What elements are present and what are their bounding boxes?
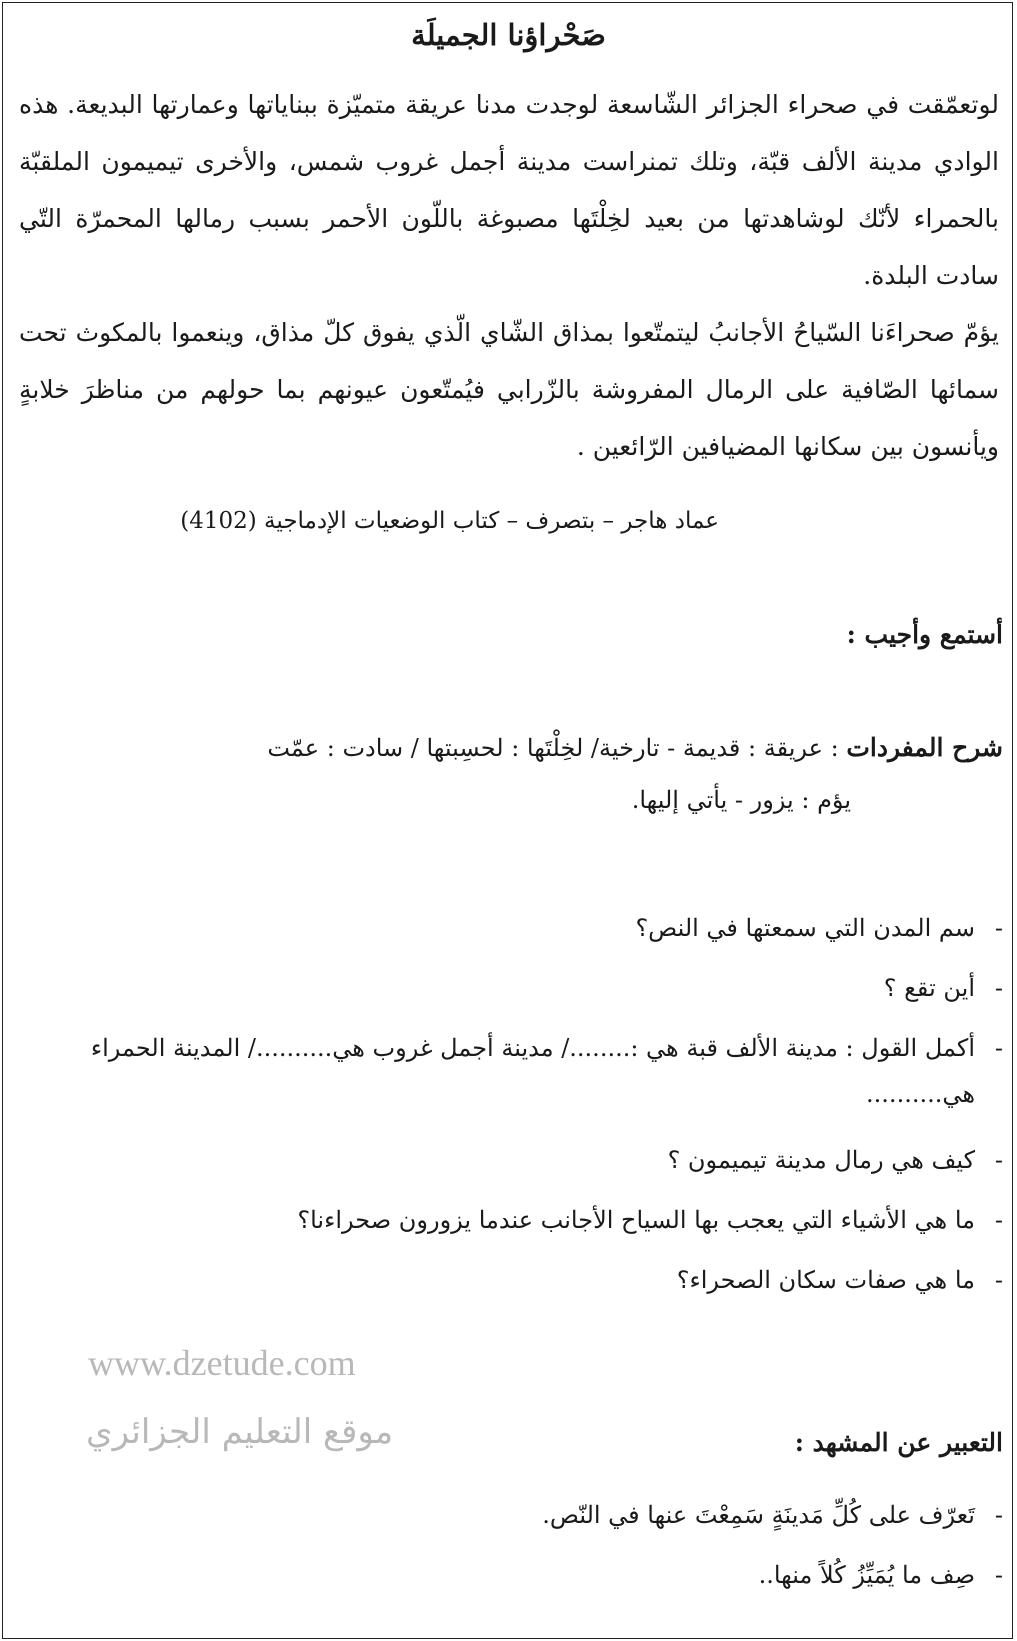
dash-bullet: - xyxy=(994,914,1003,942)
question-item xyxy=(18,1137,1003,1183)
dash-bullet: - xyxy=(994,1146,1003,1174)
express-scene-heading: التعبير عن المشهد : xyxy=(794,1428,1003,1457)
express-item xyxy=(18,1552,1003,1598)
question-item xyxy=(18,1197,1003,1243)
express-item-text: تَعرّف على كُلِّ مَدينَةٍ سَمِعْتَ عنها في النّص. xyxy=(542,1501,975,1529)
paragraph-2: يؤمّ صحراءَنا السّياحُ الأجانبُ ليتمتّعوا بمذاق الشّاي الّذي يفوق كلّ مذاق، وينعموا بالمكوث تحت سمائها الصّافية على الرمال المفروشة بالزّرابي فيُمتّعون عيونهم بما حولهم من مناظرَ خلابةٍ ويأنسون بين سكانها المضيافين الرّائعين . xyxy=(19,318,999,461)
vocabulary-line-1 xyxy=(18,722,1003,774)
question-text: ما هي الأشياء التي يعجب بها السياح الأجانب عندما يزورون صحراءنا؟ xyxy=(297,1206,975,1234)
questions-list xyxy=(18,905,1003,1317)
question-item xyxy=(18,905,1003,951)
question-item xyxy=(18,1025,1003,1117)
question-text: أين تقع ؟ xyxy=(883,974,975,1002)
watermark-site-name: موقع التعليم الجزائري xyxy=(86,1412,394,1452)
question-text: سم المدن التي سمعتها في النص؟ xyxy=(635,914,975,942)
vocabulary-line-2: يؤم : يزور - يأتي إليها. xyxy=(631,786,851,814)
dash-bullet: - xyxy=(994,974,1003,1002)
dash-bullet: - xyxy=(994,1206,1003,1234)
paragraph-1: لوتعمّقت في صحراء الجزائر الشّاسعة لوجدت مدنا عريقة متميّزة ببناياتها وعمارتها البديعة. هذه الوادي مدينة الألف قبّة، وتلك تمنراست مدينة أجمل غروب شمس، والأخرى تيميمون الملقبّة بالحمراء لأنّك لوشاهدتها من بعيد لخِلْتَها مصبوغة باللّون الأحمر بسبب رمالها المحمرّة التّي سادت البلدة. xyxy=(19,90,999,290)
express-items-list xyxy=(18,1492,1003,1612)
listen-answer-heading: أستمع وأجيب : xyxy=(846,620,1003,649)
vocabulary-block xyxy=(18,722,1003,826)
dash-bullet: - xyxy=(994,1266,1003,1294)
watermark-url: www.dzetude.com xyxy=(88,1343,356,1383)
dash-bullet: - xyxy=(994,1501,1003,1529)
express-item-text: صِف ما يُمَيِّزُ كُلاً منها.. xyxy=(758,1561,975,1589)
dash-bullet: - xyxy=(994,1034,1003,1062)
text-title: صَحْراؤنا الجميلَة xyxy=(411,18,606,52)
text-source: عماد هاجر – بتصرف – كتاب الوضعيات الإدماجية (4102) xyxy=(180,508,719,534)
question-item xyxy=(18,1257,1003,1303)
vocabulary-label: شرح المفردات xyxy=(846,733,1003,762)
question-text: كيف هي رمال مدينة تيميمون ؟ xyxy=(667,1146,975,1174)
express-item xyxy=(18,1492,1003,1538)
question-text: أكمل القول : مدينة الألف قبة هي :......../ مدينة أجمل غروب هي........../ المدينة الحمراء هي.......... xyxy=(90,1034,975,1108)
dash-bullet: - xyxy=(994,1561,1003,1589)
question-item xyxy=(18,965,1003,1011)
question-text: ما هي صفات سكان الصحراء؟ xyxy=(676,1266,975,1294)
vocabulary-definitions: : عريقة : قديمة - تارخية/ لخِلْتَها : لحسِبتها / سادت : عمّت xyxy=(267,734,839,762)
